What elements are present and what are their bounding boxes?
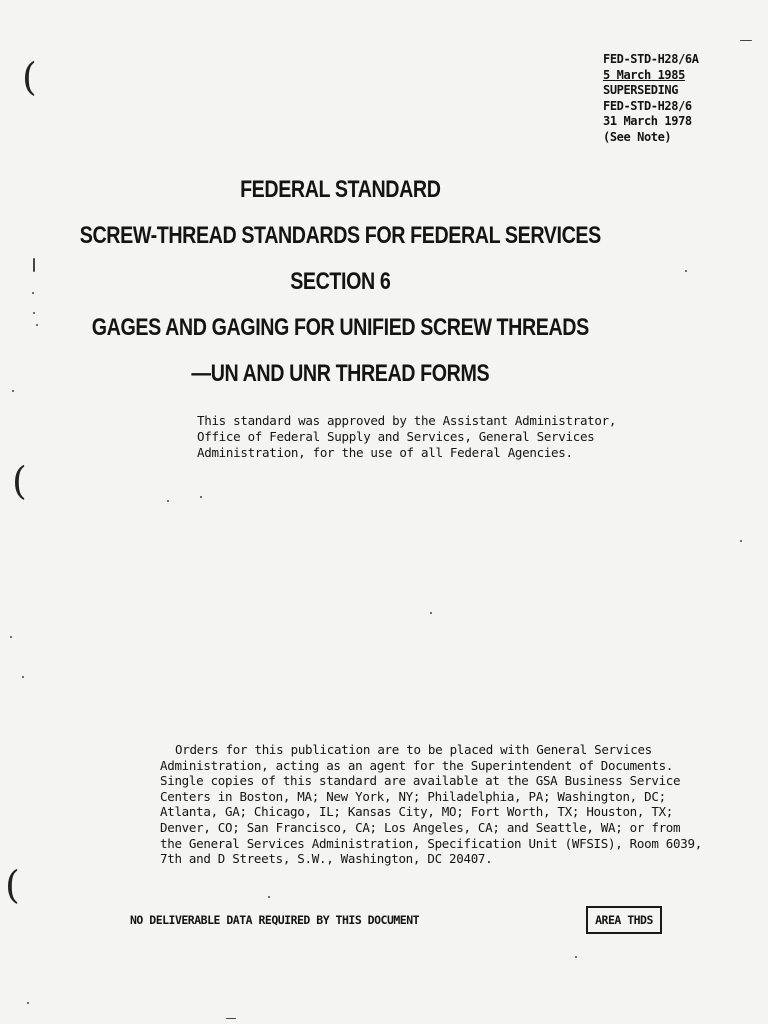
document-number: FED-STD-H28/6A <box>603 52 699 66</box>
orders-line: Atlanta, GA; Chicago, IL; Kansas City, MO; Fort Worth, TX; Houston, TX; <box>160 804 674 820</box>
approval-statement <box>197 413 616 461</box>
punch-hole-mark-bottom: ( <box>5 863 20 907</box>
area-code-box: AREA THDS <box>586 906 662 934</box>
orders-line: Single copies of this standard are available at the GSA Business Service <box>160 773 681 789</box>
scan-speck <box>22 676 24 678</box>
approval-line: This standard was approved by the Assistant Administrator, <box>197 413 617 428</box>
title-line-screw-thread-standards: SCREW-THREAD STANDARDS FOR FEDERAL SERVICES <box>79 222 601 249</box>
title-line-thread-forms: —UN AND UNR THREAD FORMS <box>191 360 490 387</box>
title-line-gages-and-gaging: GAGES AND GAGING FOR UNIFIED SCREW THREADS <box>91 314 589 341</box>
orders-line: Administration, acting as an agent for the Superintendent of Documents. <box>160 757 674 773</box>
ordering-information <box>160 742 702 867</box>
scan-speck <box>226 1018 236 1019</box>
orders-line: the General Services Administration, Specification Unit (WFSIS), Room 6039, <box>160 835 702 851</box>
no-deliverable-data-notice: NO DELIVERABLE DATA REQUIRED BY THIS DOCUMENT <box>130 913 420 927</box>
superseding-label: SUPERSEDING <box>603 83 679 97</box>
orders-line: Orders for this publication are to be placed with General Services <box>175 742 652 757</box>
scan-speck <box>740 40 752 41</box>
superseded-document-date: 31 March 1978 <box>603 114 692 128</box>
approval-line: Office of Federal Supply and Services, General Services <box>197 429 595 444</box>
document-date: 5 March 1985 <box>603 67 685 82</box>
scan-speck <box>430 612 432 614</box>
orders-line: Centers in Boston, MA; New York, NY; Philadelphia, PA; Washington, DC; <box>160 788 666 804</box>
see-note-label: (See Note) <box>603 129 672 144</box>
scan-speck <box>575 956 577 958</box>
document-id-block <box>603 52 699 145</box>
scan-speck <box>27 1002 29 1004</box>
scan-speck <box>200 496 202 498</box>
scan-speck <box>740 540 742 542</box>
superseded-document-number: FED-STD-H28/6 <box>603 98 692 113</box>
punch-hole-mark-middle: ( <box>12 459 27 503</box>
orders-line: Denver, CO; San Francisco, CA; Los Angeles, CA; and Seattle, WA; or from <box>160 819 681 835</box>
orders-line: 7th and D Streets, S.W., Washington, DC 20407. <box>160 851 493 867</box>
punch-hole-mark-top: ( <box>22 55 37 99</box>
approval-line: Administration, for the use of all Federal Agencies. <box>197 445 573 460</box>
scan-speck <box>685 270 687 272</box>
scan-speck <box>10 636 12 638</box>
scan-speck <box>268 896 270 898</box>
scan-speck <box>167 500 169 502</box>
title-line-federal-standard: FEDERAL STANDARD <box>240 176 441 203</box>
title-line-section: SECTION 6 <box>290 268 391 295</box>
document-title <box>0 170 681 400</box>
